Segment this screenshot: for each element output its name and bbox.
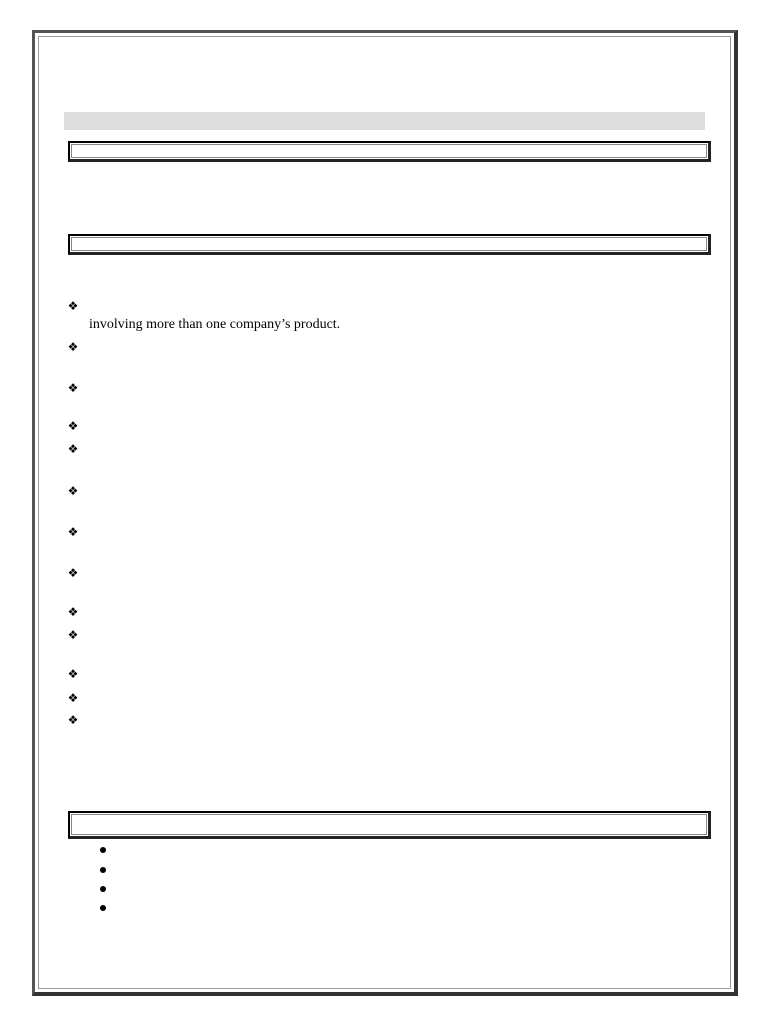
round-bullet-icon [100,905,106,911]
diamond-bullet-icon: ❖ [67,605,79,619]
diamond-bullet-icon: ❖ [67,628,79,642]
round-bullet-icon [100,867,106,873]
section-heading-box-1 [68,141,711,162]
round-bullet-icon [100,886,106,892]
section-heading-box-3 [68,811,711,839]
diamond-bullet-icon: ❖ [67,340,79,354]
diamond-bullet-icon: ❖ [67,566,79,580]
section-heading-box-2 [68,234,711,255]
diamond-bullet-icon: ❖ [67,713,79,727]
page-border [32,30,738,996]
diamond-bullet-icon: ❖ [67,381,79,395]
diamond-bullet-icon: ❖ [67,419,79,433]
diamond-bullet-icon: ❖ [67,525,79,539]
diamond-bullet-icon: ❖ [67,484,79,498]
header-shaded-bar [64,112,705,130]
round-bullet-icon [100,847,106,853]
page-border-inner [38,36,731,989]
diamond-bullet-icon: ❖ [67,442,79,456]
diamond-bullet-icon: ❖ [67,691,79,705]
diamond-bullet-icon: ❖ [67,667,79,681]
diamond-bullet-icon: ❖ [67,299,79,313]
bullet-continuation-text: involving more than one company’s product. [89,317,341,332]
